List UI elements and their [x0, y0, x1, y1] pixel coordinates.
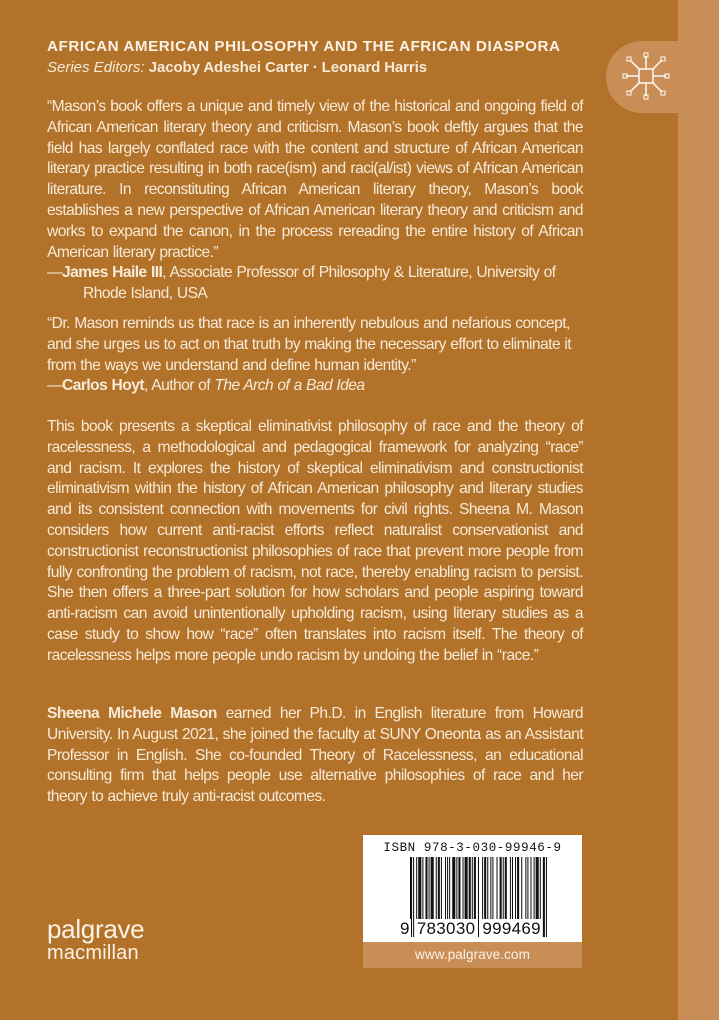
barcode-digits: 9 783030 999469: [400, 919, 541, 938]
book-description: [47, 417, 583, 667]
endorsement-quote: “Dr. Mason reminds us that race is an inherently nebulous and nefarious concept, and she urges us to act on that truth by making the necessary effort to eliminate it from the ways we understand and define human identity.”: [47, 315, 572, 374]
isbn-label: ISBN 978-3-030-99946-9: [383, 841, 562, 855]
endorser-affiliation: , Associate Professor of Philosophy & Literature, University of Rhode Island, USA: [83, 264, 556, 303]
endorser-name: James Haile III: [62, 264, 163, 282]
publisher-url: www.palgrave.com: [363, 942, 582, 968]
publisher-name-line1: palgrave: [47, 914, 145, 944]
publisher-name-line2: macmillan: [47, 942, 139, 964]
endorsement-2: [47, 314, 583, 397]
series-editors: [47, 59, 427, 76]
endorsement-attribution: —James Haile III, Associate Professor of Philosophy & Literature, University of Rhode Island, USA: [47, 264, 556, 303]
author-bio: [47, 704, 583, 808]
book-title: The Arch of a Bad Idea: [214, 377, 365, 395]
endorser-name: Carlos Hoyt: [62, 377, 145, 395]
series-editors-names: Jacoby Adeshei Carter · Leonard Harris: [148, 59, 427, 76]
isbn-barcode: [363, 835, 582, 942]
description-text: This book presents a skeptical eliminativist philosophy of race and the theory of racelessness, a methodological and pedagogical framework for analyzing “race” and racism. It explores the history of skeptical eliminativism and constructionist eliminativism within the history of African American philosophy and literary studies and its consistent connection with movements for civil rights. Sheena M. Mason considers how current anti-racist efforts reflect naturalist conservationist and constructionist reconstructionist philosophies of race that prevent more people from fully confronting the problem of racism, not race, thereby enabling racism to persist. She then offers a three-part solution for how scholars and people aspiring toward anti-racism can avoid unintentionally upholding racism, using literary studies as a case study to show how “race” often translates into racism itself. The theory of racelessness helps more people undo racism by undoing the belief in “race.”: [47, 418, 583, 664]
series-title: AFRICAN AMERICAN PHILOSOPHY AND THE AFRICAN DIASPORA: [47, 38, 561, 55]
circuit-chip-icon: [620, 50, 672, 102]
series-editors-label: Series Editors:: [47, 59, 145, 76]
spine-strip: [678, 0, 719, 1020]
publisher-logo: [47, 916, 144, 964]
author-bio-text: earned her Ph.D. in English literature from Howard University. In August 2021, she joined the faculty at SUNY Oneonta as an Assistant Professor in English. She co-founded Theory of Racelessness, an educational consulting firm that helps people use alternative philosophies of race and her theory to achieve truly anti-racist outcomes.: [47, 705, 583, 806]
endorsement-1: [47, 97, 583, 305]
author-name: Sheena Michele Mason: [47, 705, 217, 722]
endorsement-quote: “Mason’s book offers a unique and timely view of the historical and ongoing field of African American literary theory and criticism. Mason’s book deftly argues that the field has largely conflated race with the content and structure of African American literary practice resulting in both race(ism) and raci(al/ist) views of African American literature. In reconstituting African American literary theory, Mason’s book establishes a new perspective of African American literary theory and criticism and works to expand the canon, in the process rereading the entire history of African American literary practice.”: [47, 98, 583, 261]
endorsement-attribution: —Carlos Hoyt, Author of The Arch of a Bad Idea: [47, 377, 365, 395]
